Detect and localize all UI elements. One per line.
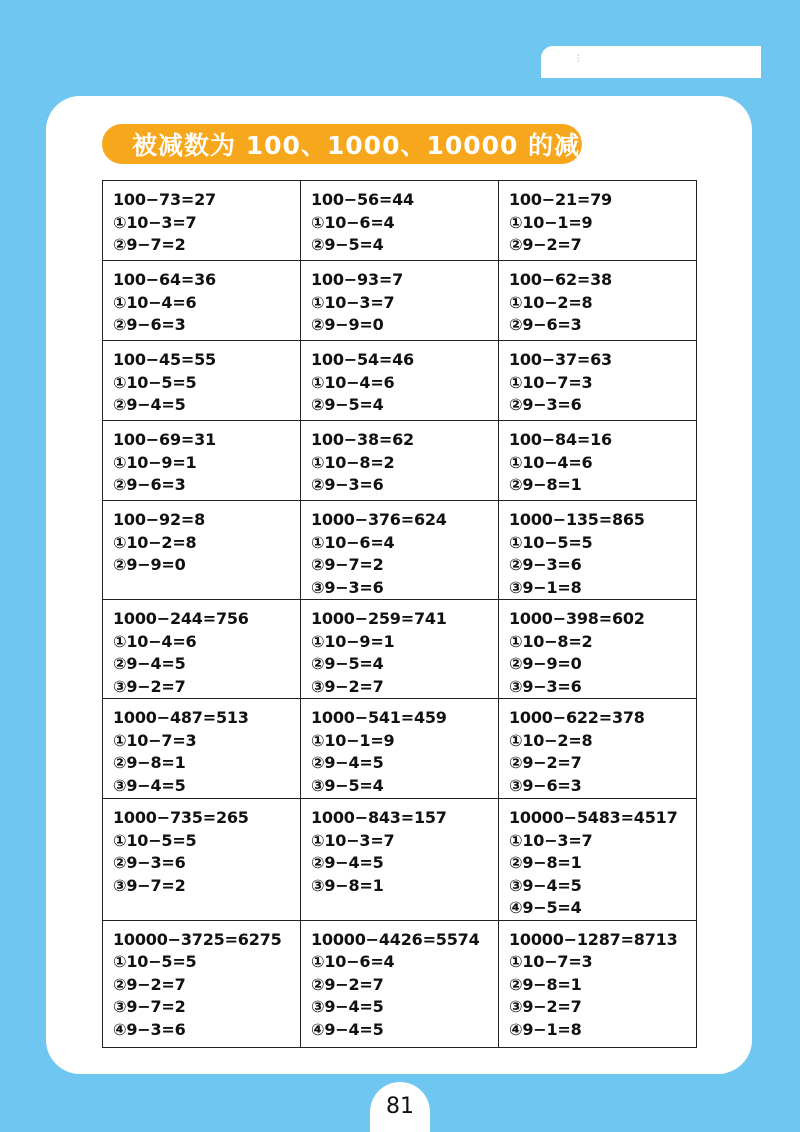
table-row	[103, 799, 697, 921]
step: ④9−4=5	[311, 1019, 384, 1039]
step: ②9−8=1	[509, 475, 582, 494]
equation: 100−45=55	[113, 350, 216, 369]
equation: 10000−1287=8713	[509, 929, 678, 949]
step: ①10−4=6	[113, 292, 197, 312]
equation: 10000−3725=6275	[113, 929, 282, 949]
step: ①10−2=8	[509, 292, 593, 312]
step: ②9−8=1	[509, 853, 582, 872]
step: ①10−7=3	[509, 372, 593, 392]
step: ①10−5=5	[113, 830, 197, 850]
step: ③9−3=6	[311, 577, 384, 597]
step: ③9−4=5	[311, 997, 384, 1016]
step: ②9−6=3	[509, 315, 582, 334]
equation: 100−56=44	[311, 190, 414, 209]
exercise-cell	[301, 799, 499, 921]
step: ②9−9=0	[311, 315, 384, 334]
step: ③9−1=8	[509, 577, 582, 597]
exercise-cell	[103, 920, 301, 1047]
step: ①10−1=9	[311, 730, 395, 750]
exercise-cell	[103, 181, 301, 261]
equation: 100−37=63	[509, 350, 612, 369]
step: ④9−5=4	[509, 898, 582, 917]
equation: 1000−135=865	[509, 510, 645, 529]
exercise-cell	[499, 181, 697, 261]
exercise-cell	[301, 920, 499, 1047]
step: ③9−8=1	[311, 875, 384, 895]
equation: 100−93=7	[311, 270, 404, 289]
exercise-cell	[499, 421, 697, 501]
table-row	[103, 600, 697, 699]
step: ②9−2=7	[311, 974, 384, 994]
exercise-cell	[301, 600, 499, 699]
step: ①10−2=8	[113, 532, 197, 552]
step: ①10−3=7	[311, 292, 395, 312]
step: ②9−9=0	[509, 654, 582, 673]
step: ③9−7=2	[113, 997, 186, 1016]
exercise-cell	[499, 600, 697, 699]
exercise-cell	[301, 261, 499, 341]
equation: 100−64=36	[113, 270, 216, 289]
exercise-cell	[301, 341, 499, 421]
step: ②9−7=2	[311, 555, 384, 574]
step: ②9−2=7	[509, 753, 582, 772]
exercise-cell	[499, 920, 697, 1047]
step: ①10−3=7	[113, 212, 197, 232]
exercise-cell	[103, 261, 301, 341]
step: ①10−1=9	[509, 212, 593, 232]
page-number: 81	[386, 1094, 414, 1119]
step: ②9−7=2	[113, 235, 186, 254]
equation: 100−73=27	[113, 190, 216, 209]
exercise-cell	[499, 341, 697, 421]
exercise-cell	[103, 341, 301, 421]
page-title: 被减数为 100、1000、10000 的减法	[132, 131, 607, 160]
step: ②9−4=5	[311, 853, 384, 872]
equation: 100−62=38	[509, 270, 612, 289]
step: ③9−2=7	[113, 676, 186, 696]
exercise-cell	[499, 501, 697, 600]
step: ④9−3=6	[113, 1019, 186, 1039]
exercise-cell	[103, 699, 301, 799]
table-row	[103, 421, 697, 501]
exercise-cell	[301, 181, 499, 261]
step: ②9−5=4	[311, 395, 384, 414]
equation: 1000−843=157	[311, 808, 447, 827]
exercise-table	[102, 180, 697, 1048]
step: ②9−5=4	[311, 654, 384, 673]
step: ②9−6=3	[113, 475, 186, 494]
equation: 100−69=31	[113, 430, 216, 449]
step: ③9−4=5	[509, 875, 582, 895]
step: ①10−7=3	[509, 952, 593, 971]
step: ①10−4=6	[113, 631, 197, 651]
equation: 10000−5483=4517	[509, 808, 678, 827]
step: ③9−3=6	[509, 676, 582, 696]
step: ①10−4=6	[509, 452, 593, 472]
equation: 100−92=8	[113, 510, 206, 529]
step: ②9−3=6	[113, 853, 186, 872]
equation: 1000−541=459	[311, 708, 447, 727]
table-row	[103, 181, 697, 261]
step: ③9−5=4	[311, 775, 384, 795]
title-banner	[102, 124, 607, 164]
step: ②9−2=7	[509, 235, 582, 254]
step: ③9−7=2	[113, 875, 186, 895]
exercise-cell	[103, 501, 301, 600]
table-row	[103, 501, 697, 600]
step: ③9−2=7	[509, 997, 582, 1016]
exercise-cell	[103, 600, 301, 699]
step: ②9−8=1	[509, 974, 582, 994]
step: ②9−2=7	[113, 974, 186, 994]
exercise-cell	[301, 421, 499, 501]
equation: 1000−376=624	[311, 510, 447, 529]
step: ①10−9=1	[113, 452, 197, 472]
step: ①10−4=6	[311, 372, 395, 392]
table-row	[103, 920, 697, 1047]
equation: 100−38=62	[311, 430, 414, 449]
equation: 100−54=46	[311, 350, 414, 369]
step: ①10−5=5	[509, 532, 593, 552]
header-tab	[541, 46, 761, 78]
step: ②9−5=4	[311, 235, 384, 254]
step: ①10−3=7	[311, 830, 395, 850]
table-row	[103, 699, 697, 799]
step: ②9−8=1	[113, 753, 186, 772]
exercise-cell	[499, 261, 697, 341]
equation: 1000−398=602	[509, 609, 645, 628]
step: ③9−4=5	[113, 775, 186, 795]
equation: 100−21=79	[509, 190, 612, 209]
exercise-cell	[499, 699, 697, 799]
exercise-cell	[499, 799, 697, 921]
step: ①10−5=5	[113, 372, 197, 392]
exercise-cell	[103, 421, 301, 501]
header-tab-mark: ⫶	[577, 54, 580, 65]
step: ①10−6=4	[311, 532, 395, 552]
step: ②9−4=5	[311, 753, 384, 772]
equation: 1000−259=741	[311, 609, 447, 628]
step: ③9−2=7	[311, 676, 384, 696]
step: ②9−9=0	[113, 555, 186, 574]
exercise-cell	[103, 799, 301, 921]
step: ③9−6=3	[509, 775, 582, 795]
step: ①10−3=7	[509, 830, 593, 850]
step: ②9−6=3	[113, 315, 186, 334]
step: ①10−6=4	[311, 952, 395, 971]
exercise-cell	[301, 501, 499, 600]
step: ①10−7=3	[113, 730, 197, 750]
step: ②9−3=6	[311, 475, 384, 494]
step: ①10−9=1	[311, 631, 395, 651]
equation: 100−84=16	[509, 430, 612, 449]
exercise-cell	[301, 699, 499, 799]
step: ④9−1=8	[509, 1019, 582, 1039]
table-row	[103, 341, 697, 421]
table-row	[103, 261, 697, 341]
step: ②9−3=6	[509, 555, 582, 574]
equation: 1000−244=756	[113, 609, 249, 628]
step: ②9−4=5	[113, 654, 186, 673]
step: ①10−8=2	[311, 452, 395, 472]
step: ①10−6=4	[311, 212, 395, 232]
step: ②9−4=5	[113, 395, 186, 414]
equation: 10000−4426=5574	[311, 929, 480, 949]
equation: 1000−735=265	[113, 808, 249, 827]
equation: 1000−487=513	[113, 708, 249, 727]
equation: 1000−622=378	[509, 708, 645, 727]
step: ②9−3=6	[509, 395, 582, 414]
step: ①10−8=2	[509, 631, 593, 651]
step: ①10−5=5	[113, 952, 197, 971]
step: ①10−2=8	[509, 730, 593, 750]
